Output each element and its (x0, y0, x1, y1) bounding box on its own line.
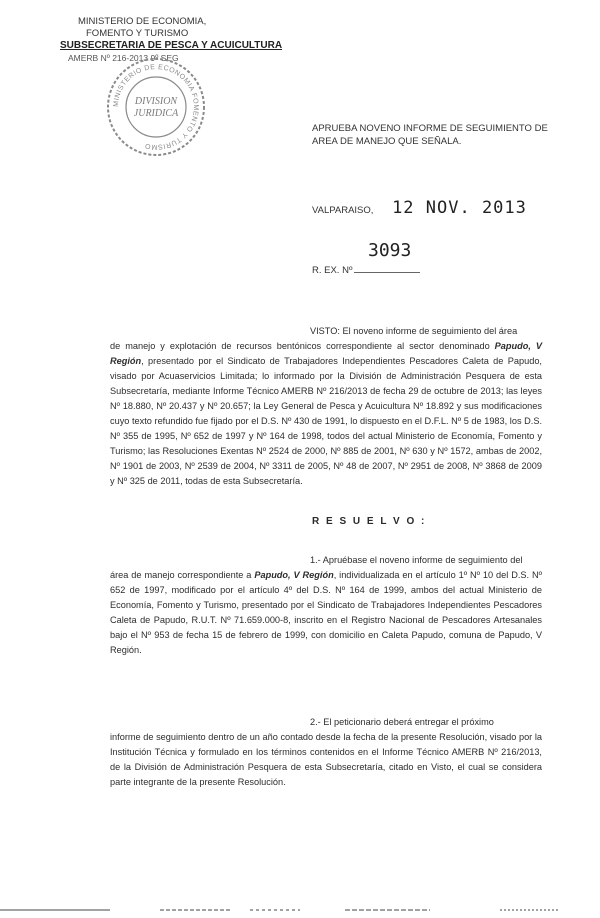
resolution-number: 3093 (368, 240, 412, 261)
letterhead-ministry-sub: FOMENTO Y TURISMO (86, 28, 189, 39)
item2-lead: 2.- El peticionario deberá entregar el próximo (310, 717, 494, 727)
resolution-item-2 (110, 715, 542, 790)
item1-text-1: área de manejo correspondiente a (110, 570, 255, 580)
date-value: 12 NOV. 2013 (392, 198, 527, 218)
item2-text: informe de seguimiento dentro de un año contado desde la fecha de la presente Resolución, visado por la Institución Técnica y formulado en los términos contenidos en el Informe Técnico AMERB Nº 216/2013, de la División de Administración Pesquera de esta Subsecretaría, citado en Visto, el cual se considera parte integrante de la presente Resolución. (110, 732, 542, 787)
visto-text-1: de manejo y explotación de recursos bentónicos correspondiente al sector denominado (110, 341, 495, 351)
resolution-label-line (312, 264, 420, 276)
resolution-number-blank (354, 264, 420, 273)
visto-place: Papudo, V Región (110, 341, 542, 366)
resolution-subject: APRUEBA NOVENO INFORME DE SEGUIMIENTO DE AREA DE MANEJO QUE SEÑALA. (312, 123, 548, 147)
letterhead-subsecretaria: SUBSECRETARIA DE PESCA Y ACUICULTURA (60, 40, 283, 51)
item1-text-2: , individualizada en el artículo 1º Nº 10 del D.S. Nº 652 de 1997, modificado por el artículo 4º del D.S. Nº 164 de 1999, ambos del actual Ministerio de Economía, Fomento y Turismo, presentado por el Sindicato de Trabajadores Independientes Pescadores Caleta de Papudo, R.U.T. Nº 71.659.000-8, inscrito en el Registro Nacional de Pescadores Artesanales bajo el Nº 953 de fecha 15 de febrero de 1999, con domicilio en Caleta Papudo, comuna de Papudo, V Región. (110, 570, 542, 655)
stamp-center-line2: JURIDICA (133, 108, 179, 119)
resolution-label: R. EX. Nº (312, 265, 353, 276)
visto-lead: VISTO: El noveno informe de seguimiento del área (310, 326, 518, 336)
stamp-ring-text: MINISTERIO DE ECONOMIA FOMENTO Y TURISMO (112, 63, 200, 151)
date-label: VALPARAISO, (312, 205, 374, 216)
resuelvo-heading: R E S U E L V O : (312, 516, 427, 527)
visto-text-2: , presentado por el Sindicato de Trabajadores Independientes Pescadores Caleta de Papudo, visado por Acuaservicios Limitada; lo informado por la División de Administración Pesquera de esta Subsecretaría, mediante Informe Técnico AMERB Nº 216/2013 de fecha 29 de octubre de 2013; las leyes Nº 18.880, Nº 20.437 y Nº 20.657; la Ley General de Pesca y Acuicultura Nº 18.892 y sus modificaciones cuyo texto refundido fue fijado por el D.S. Nº 430 de 1991, lo dispuesto en el D.F.L. Nº 5 de 1983, los D.S. Nº 355 de 1995, Nº 652 de 1997 y Nº 164 de 1998, todos del actual Ministerio de Economía, Fomento y Turismo; las Resoluciones Exentas Nº 2524 de 2000, Nº 885 de 2001, Nº 630 y Nº 1572, ambas de 2002, Nº 1901 de 2003, Nº 2539 de 2004, Nº 3311 de 2005, Nº 48 de 2007, Nº 2951 de 2008, Nº 3868 de 2009 y Nº 325 de 2011, todas de esta Subsecretaría. (110, 356, 542, 486)
resolution-item-1 (110, 553, 542, 658)
division-juridica-stamp (104, 55, 208, 159)
bottom-scan-marks (0, 906, 600, 918)
visto-paragraph (110, 324, 542, 489)
letterhead-ministry: MINISTERIO DE ECONOMIA, (78, 16, 207, 27)
item1-place: Papudo, V Región (254, 570, 334, 580)
stamp-center-line1: DIVISION (134, 96, 178, 107)
date-line (312, 198, 527, 218)
item1-lead: 1.- Apruébase el noveno informe de seguimiento del (310, 555, 523, 565)
letterhead-reference: AMERB Nº 216-2013 9º SEG (68, 53, 179, 63)
